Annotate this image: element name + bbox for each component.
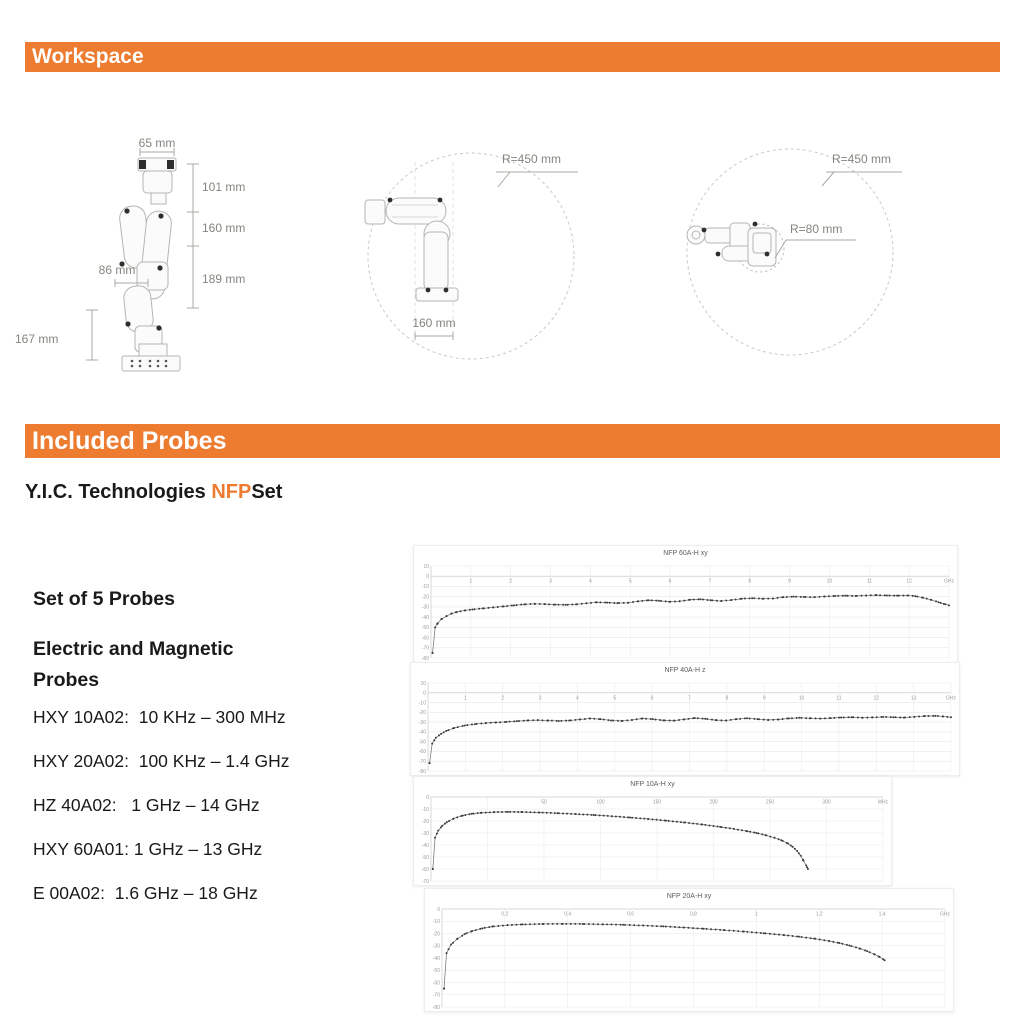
svg-text:-60: -60 bbox=[421, 635, 429, 642]
svg-text:0.6: 0.6 bbox=[627, 911, 635, 918]
svg-text:-70: -70 bbox=[432, 992, 440, 999]
svg-text:3: 3 bbox=[538, 695, 542, 702]
frequency-response-plot bbox=[414, 794, 891, 885]
svg-text:10: 10 bbox=[798, 695, 805, 702]
svg-text:-50: -50 bbox=[421, 854, 429, 861]
svg-text:10: 10 bbox=[420, 680, 426, 687]
svg-text:1: 1 bbox=[469, 578, 473, 585]
svg-text:9: 9 bbox=[762, 695, 766, 702]
chart-title: NFP 10A-H xy bbox=[630, 781, 675, 788]
svg-text:-10: -10 bbox=[432, 919, 440, 926]
dimension-label-middle-segment: 160 mm bbox=[202, 221, 246, 235]
svg-text:-80: -80 bbox=[432, 1004, 440, 1011]
probe-list-item: HZ 40A02: 1 GHz – 14 GHz bbox=[33, 795, 260, 815]
svg-text:0.8: 0.8 bbox=[690, 911, 697, 918]
svg-text:GHz: GHz bbox=[944, 578, 954, 585]
dimension-label-upper-segment: 101 mm bbox=[202, 180, 246, 194]
section-header-included-probes: Included Probes bbox=[25, 424, 1000, 458]
svg-text:-80: -80 bbox=[421, 655, 429, 662]
probes-set-heading: Set of 5 Probes bbox=[33, 588, 175, 610]
svg-text:11: 11 bbox=[866, 578, 872, 585]
chart-nfp-60a-h-xy bbox=[413, 545, 958, 663]
svg-text:-40: -40 bbox=[421, 614, 429, 621]
svg-text:1.4: 1.4 bbox=[878, 911, 886, 918]
svg-text:-30: -30 bbox=[432, 943, 440, 950]
svg-text:200: 200 bbox=[709, 799, 718, 806]
svg-text:7: 7 bbox=[708, 578, 712, 585]
brand-suffix: Set bbox=[251, 481, 283, 503]
svg-text:-10: -10 bbox=[421, 584, 429, 591]
svg-text:-50: -50 bbox=[418, 739, 426, 746]
probes-type-heading: Electric and Magnetic Probes bbox=[33, 638, 234, 691]
svg-text:12: 12 bbox=[906, 578, 912, 585]
svg-text:4: 4 bbox=[576, 695, 579, 702]
svg-text:13: 13 bbox=[910, 695, 917, 702]
dimension-label-folded-radius: R=450 mm bbox=[832, 152, 892, 166]
probe-list bbox=[33, 708, 289, 928]
svg-text:150: 150 bbox=[652, 799, 662, 806]
probe-list-item: HXY 10A02: 10 KHz – 300 MHz bbox=[33, 707, 286, 727]
svg-text:-20: -20 bbox=[418, 710, 426, 717]
robot-workspace-folded-diagram bbox=[660, 138, 960, 368]
svg-text:4: 4 bbox=[588, 578, 592, 585]
brand-highlight: NFP bbox=[211, 481, 252, 503]
svg-text:2: 2 bbox=[509, 578, 513, 585]
svg-text:50: 50 bbox=[541, 799, 547, 806]
svg-text:-20: -20 bbox=[421, 594, 429, 601]
svg-text:GHz: GHz bbox=[940, 911, 950, 918]
svg-text:12: 12 bbox=[873, 695, 880, 702]
svg-text:-80: -80 bbox=[418, 768, 426, 775]
svg-text:-70: -70 bbox=[418, 759, 426, 766]
dimension-label-offset: 86 mm bbox=[98, 263, 136, 277]
svg-text:-30: -30 bbox=[421, 604, 429, 611]
frequency-response-plot bbox=[414, 563, 957, 662]
svg-text:-50: -50 bbox=[432, 968, 440, 975]
svg-text:3: 3 bbox=[549, 578, 552, 585]
svg-text:-20: -20 bbox=[421, 818, 429, 825]
probe-list-item: HXY 20A02: 100 KHz – 1.4 GHz bbox=[33, 751, 290, 771]
svg-text:-60: -60 bbox=[421, 866, 429, 873]
svg-text:9: 9 bbox=[788, 578, 792, 585]
svg-text:-10: -10 bbox=[418, 700, 426, 707]
svg-text:-20: -20 bbox=[432, 931, 440, 938]
svg-text:1.2: 1.2 bbox=[815, 911, 823, 918]
svg-text:-40: -40 bbox=[418, 729, 426, 736]
section-header-workspace: Workspace bbox=[25, 42, 1000, 72]
svg-text:-30: -30 bbox=[418, 719, 426, 726]
frequency-response-plot bbox=[411, 680, 959, 775]
svg-text:0.4: 0.4 bbox=[564, 911, 572, 918]
chart-plot-area bbox=[425, 906, 953, 1011]
svg-text:0: 0 bbox=[423, 690, 426, 697]
svg-text:5: 5 bbox=[613, 695, 617, 702]
svg-text:-10: -10 bbox=[421, 806, 429, 813]
svg-text:-30: -30 bbox=[421, 830, 429, 837]
svg-text:0: 0 bbox=[426, 794, 429, 801]
svg-text:10: 10 bbox=[826, 578, 833, 585]
svg-text:8: 8 bbox=[725, 695, 729, 702]
svg-text:MHz: MHz bbox=[877, 799, 889, 806]
chart-plot-area bbox=[414, 794, 891, 885]
dimension-label-inner-radius: R=80 mm bbox=[790, 222, 843, 236]
chart-nfp-10a-h-xy bbox=[413, 776, 892, 886]
dimension-label-top-width: 65 mm bbox=[138, 136, 176, 150]
svg-text:2: 2 bbox=[501, 695, 505, 702]
svg-text:-70: -70 bbox=[421, 878, 429, 885]
svg-text:-60: -60 bbox=[432, 980, 440, 987]
svg-text:0: 0 bbox=[426, 574, 429, 581]
svg-text:GHz: GHz bbox=[946, 695, 956, 702]
svg-text:0: 0 bbox=[437, 906, 440, 913]
svg-text:-60: -60 bbox=[418, 749, 426, 756]
frequency-response-plot bbox=[425, 906, 953, 1011]
svg-text:7: 7 bbox=[688, 695, 691, 702]
dimension-label-base-height: 167 mm bbox=[15, 332, 59, 346]
svg-text:8: 8 bbox=[748, 578, 752, 585]
chart-title: NFP 20A-H xy bbox=[666, 893, 712, 900]
dimension-label-lower-segment: 189 mm bbox=[202, 272, 246, 286]
svg-text:-40: -40 bbox=[421, 842, 429, 849]
svg-text:11: 11 bbox=[836, 695, 842, 702]
dimension-label-column-width: 160 mm bbox=[412, 316, 456, 330]
chart-nfp-20a-h-xy bbox=[424, 888, 954, 1012]
svg-text:100: 100 bbox=[596, 799, 605, 806]
folded-circle-drawing bbox=[660, 138, 960, 368]
robot-workspace-reach-diagram bbox=[340, 140, 635, 365]
svg-text:0.2: 0.2 bbox=[501, 911, 509, 918]
chart-nfp-40a-h-z bbox=[410, 662, 960, 776]
brand-prefix: Y.I.C. Technologies bbox=[25, 481, 212, 503]
probe-list-item: HXY 60A01: 1 GHz – 13 GHz bbox=[33, 839, 263, 859]
svg-text:300: 300 bbox=[822, 799, 831, 806]
svg-text:10: 10 bbox=[423, 563, 429, 570]
svg-text:-70: -70 bbox=[421, 645, 429, 652]
svg-text:1: 1 bbox=[754, 911, 758, 918]
robot-arm-side-view-diagram bbox=[10, 112, 300, 382]
svg-text:6: 6 bbox=[650, 695, 654, 702]
dimension-label-reach-radius: R=450 mm bbox=[502, 152, 562, 166]
chart-title: NFP 60A-H xy bbox=[663, 550, 708, 557]
probe-list-item: E 00A02: 1.6 GHz – 18 GHz bbox=[33, 883, 258, 903]
svg-text:-50: -50 bbox=[421, 625, 429, 632]
chart-plot-area bbox=[414, 563, 957, 662]
reach-circle-drawing bbox=[340, 140, 635, 365]
chart-title: NFP 40A-H z bbox=[664, 667, 706, 674]
brand-line bbox=[25, 481, 282, 504]
svg-text:250: 250 bbox=[765, 799, 775, 806]
svg-text:5: 5 bbox=[628, 578, 632, 585]
svg-text:6: 6 bbox=[668, 578, 672, 585]
chart-plot-area bbox=[411, 680, 959, 775]
svg-text:-40: -40 bbox=[432, 955, 440, 962]
svg-text:1: 1 bbox=[463, 695, 467, 702]
